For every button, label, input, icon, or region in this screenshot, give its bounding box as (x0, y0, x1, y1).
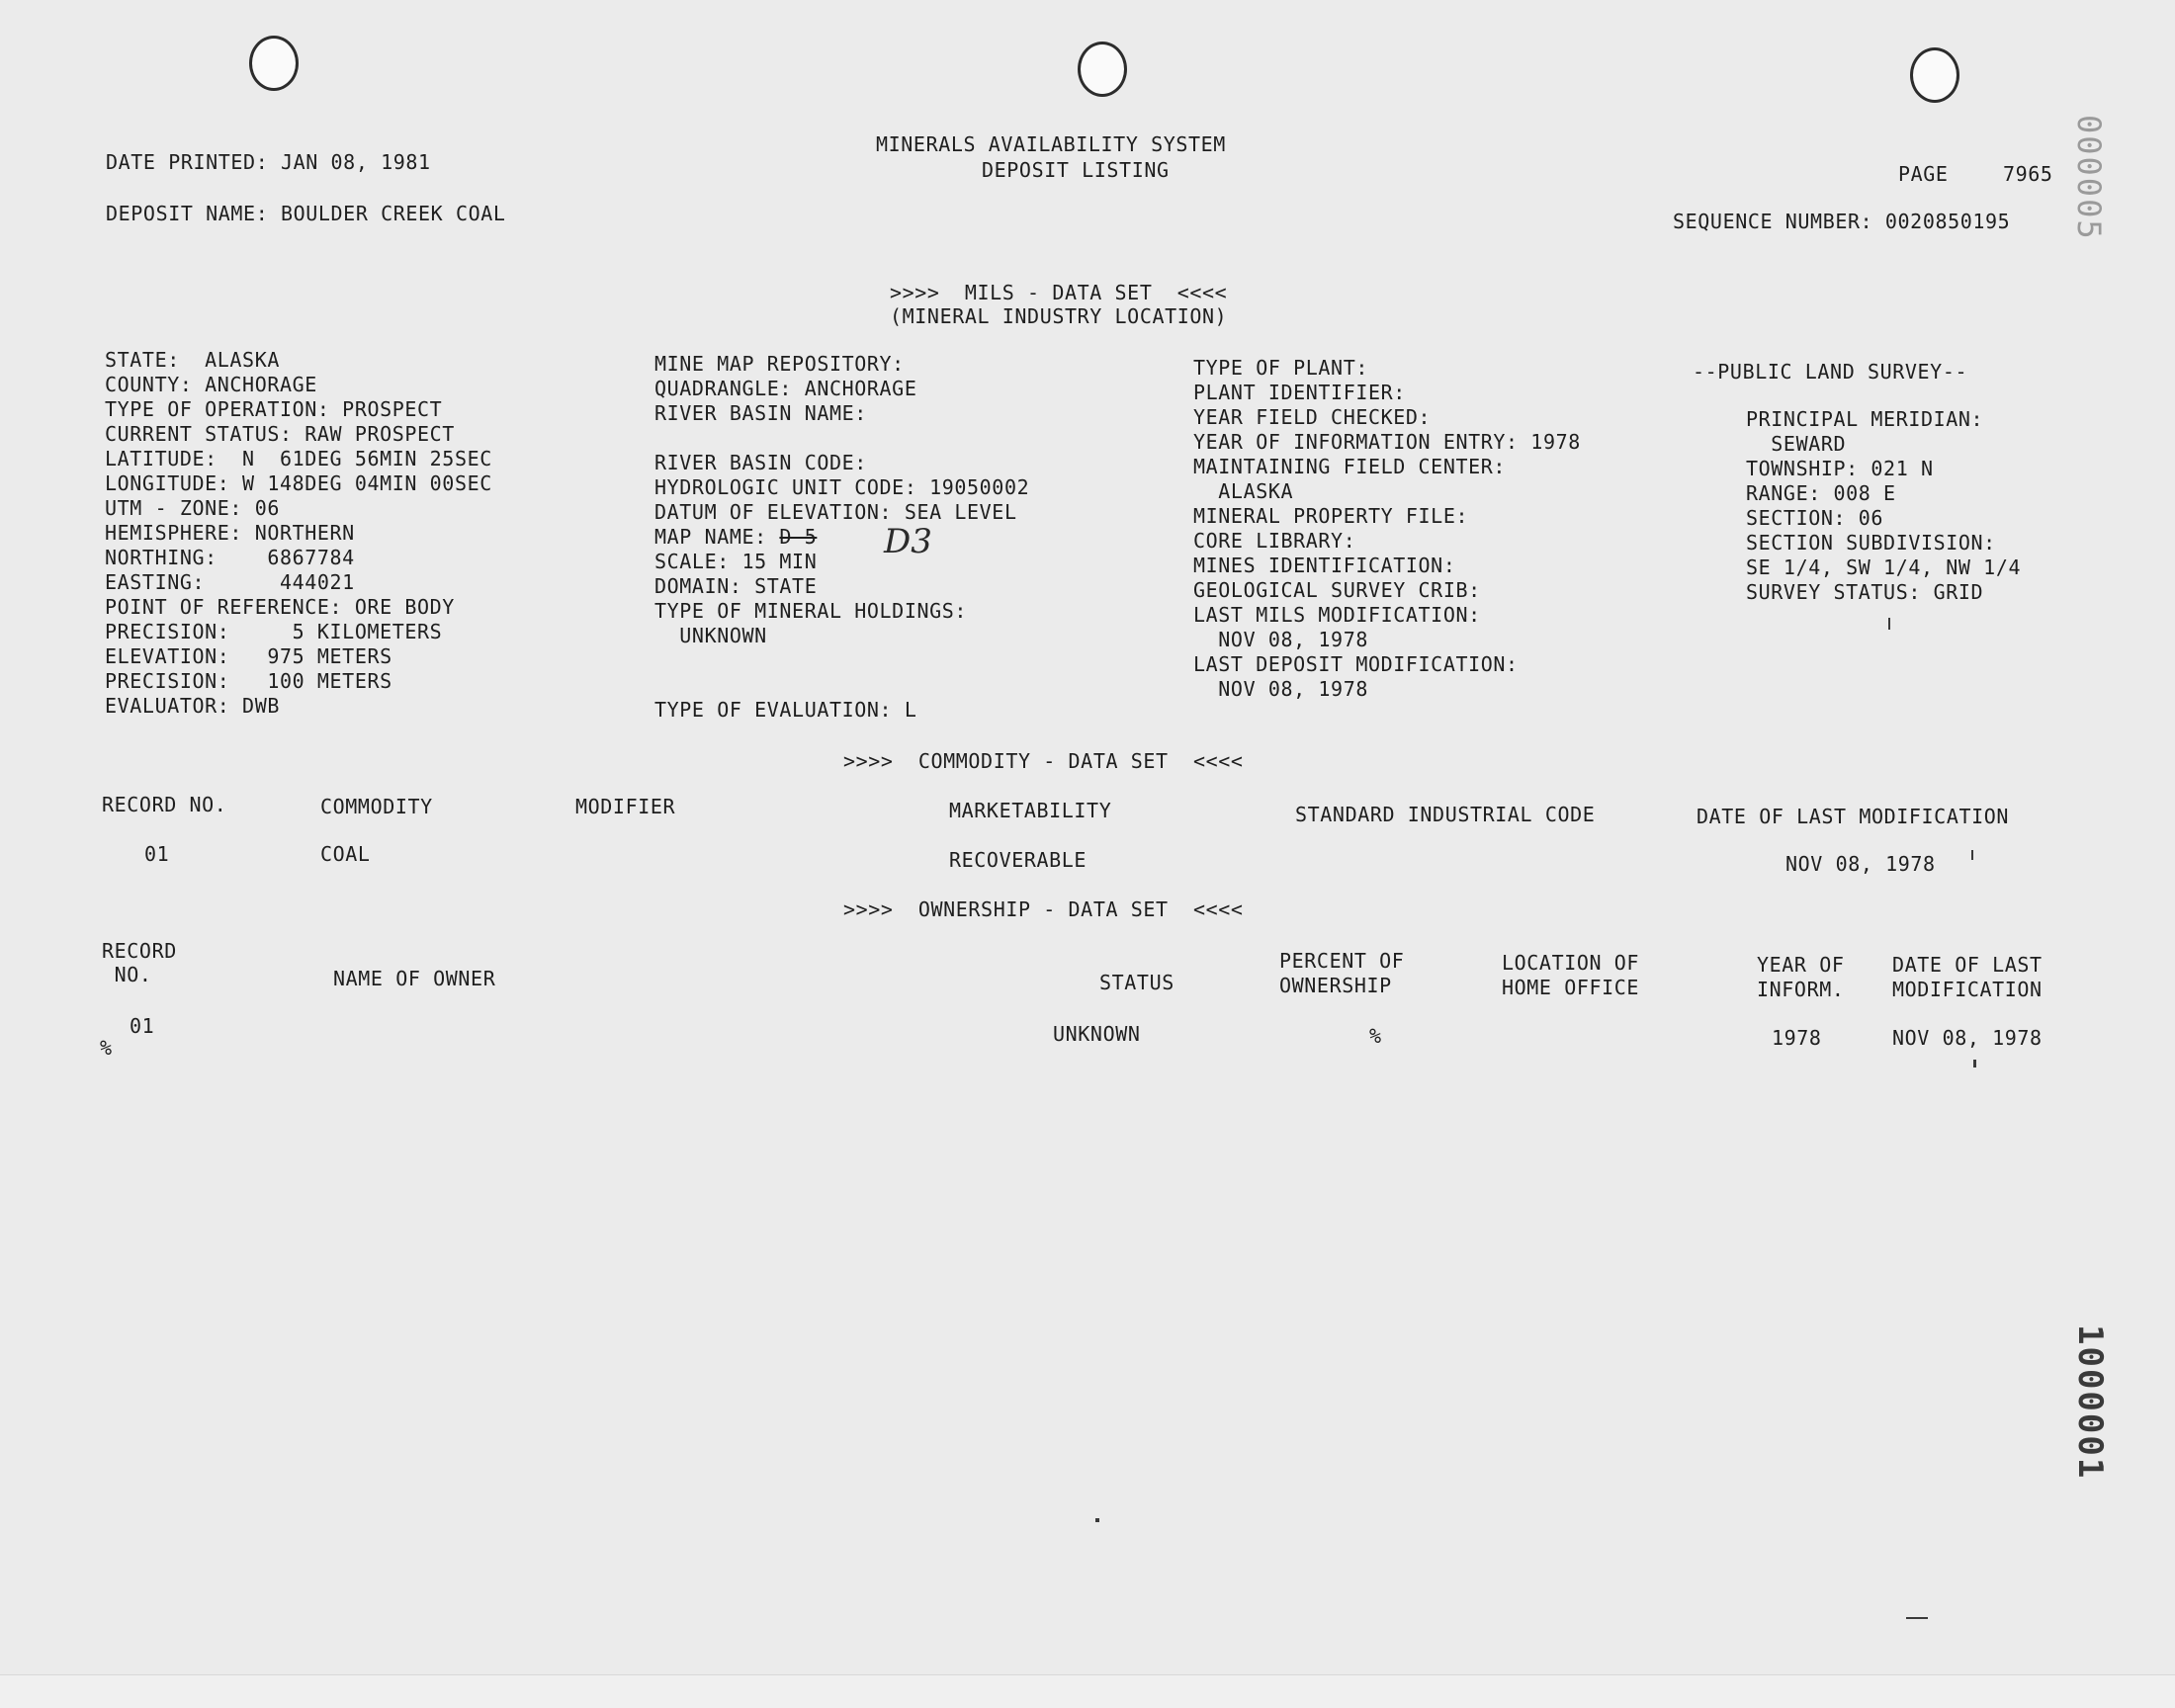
field-line: SE 1/4, SW 1/4, NW 1/4 (1746, 555, 2022, 579)
field-line: TOWNSHIP: 021 N (1746, 457, 1934, 480)
public-land-survey-heading: --PUBLIC LAND SURVEY-- (1693, 360, 1968, 384)
commodity-header-sic: STANDARD INDUSTRIAL CODE (1295, 803, 1596, 826)
field-line: TYPE OF MINERAL HOLDINGS: (654, 599, 968, 623)
commodity-heading: >>>> COMMODITY - DATA SET <<<< (843, 749, 1244, 773)
ownership-header-year-2: INFORM. (1757, 978, 1845, 1001)
field-line: HYDROLOGIC UNIT CODE: 19050002 (654, 475, 1030, 499)
field-line: GEOLOGICAL SURVEY CRIB: (1193, 578, 1481, 602)
field-line: SECTION: 06 (1746, 506, 1884, 530)
field-line: ALASKA (1193, 479, 1294, 503)
field-line: NOV 08, 1978 (1193, 628, 1368, 651)
field-line: CORE LIBRARY: (1193, 529, 1356, 553)
field-line: ELEVATION: 975 METERS (105, 644, 392, 668)
system-title: MINERALS AVAILABILITY SYSTEM (876, 132, 1226, 156)
field-line: LAST DEPOSIT MODIFICATION: (1193, 652, 1519, 676)
ownership-header-date-2: MODIFICATION (1892, 978, 2043, 1001)
scan-speck (1906, 1617, 1928, 1619)
field-line: DATUM OF ELEVATION: SEA LEVEL (654, 500, 1017, 524)
punch-hole-center (1078, 42, 1127, 97)
field-line: TYPE OF PLANT: (1193, 356, 1368, 380)
ownership-heading: >>>> OWNERSHIP - DATA SET <<<< (843, 897, 1244, 921)
punch-hole-right (1910, 47, 1959, 103)
field-line: HEMISPHERE: NORTHERN (105, 521, 355, 545)
scan-speck (1973, 1060, 1976, 1068)
field-line: TYPE OF OPERATION: PROSPECT (105, 397, 443, 421)
field-line: UTM - ZONE: 06 (105, 496, 280, 520)
field-line: SEWARD (1746, 432, 1847, 456)
ownership-header-record-1: RECORD (102, 939, 177, 963)
ownership-header-date-1: DATE OF LAST (1892, 953, 2043, 977)
commodity-row-commodity: COAL (320, 842, 371, 866)
map-name-struck: D-5 (779, 525, 818, 549)
deposit-name: DEPOSIT NAME: BOULDER CREEK COAL (106, 202, 506, 225)
field-line: EASTING: 444021 (105, 570, 355, 594)
field-line: UNKNOWN (654, 624, 767, 647)
ownership-row-status: UNKNOWN (1053, 1022, 1141, 1046)
commodity-header-record-no: RECORD NO. (102, 793, 227, 816)
field-line: YEAR FIELD CHECKED: (1193, 405, 1432, 429)
commodity-header-date-mod: DATE OF LAST MODIFICATION (1696, 805, 2010, 828)
commodity-row-record-no: 01 (144, 842, 170, 866)
plant-column (1193, 356, 1581, 702)
scan-speck (1095, 1518, 1099, 1522)
map-name-label: MAP NAME: (654, 525, 780, 549)
field-line: LONGITUDE: W 148DEG 04MIN 00SEC (105, 471, 492, 495)
scan-speck (1888, 618, 1890, 630)
sequence-number: SEQUENCE NUMBER: 0020850195 (1673, 210, 2011, 233)
handwritten-map-name: D3 (884, 522, 932, 561)
commodity-header-marketability: MARKETABILITY (949, 799, 1112, 822)
field-line: RIVER BASIN CODE: (654, 451, 867, 474)
field-line: PRECISION: 5 KILOMETERS (105, 620, 443, 643)
type-of-evaluation: TYPE OF EVALUATION: L (654, 698, 917, 722)
field-line: RIVER BASIN NAME: (654, 401, 867, 425)
field-line: EVALUATOR: DWB (105, 694, 280, 718)
ownership-row-date-mod: NOV 08, 1978 (1892, 1026, 2043, 1050)
ownership-header-location-1: LOCATION OF (1502, 951, 1640, 975)
field-line: NOV 08, 1978 (1193, 677, 1368, 701)
page-label: PAGE (1898, 162, 1949, 186)
field-line (654, 426, 1029, 451)
field-line: NORTHING: 6867784 (105, 546, 355, 569)
field-line: SURVEY STATUS: GRID (1746, 580, 1984, 604)
field-line: CURRENT STATUS: RAW PROSPECT (105, 422, 455, 446)
field-line: MINERAL PROPERTY FILE: (1193, 504, 1469, 528)
ownership-header-status: STATUS (1099, 971, 1174, 994)
ownership-header-percent-2: OWNERSHIP (1279, 974, 1392, 997)
field-line: MINES IDENTIFICATION: (1193, 554, 1456, 577)
map-name-line (654, 525, 1029, 550)
field-line: PLANT IDENTIFIER: (1193, 381, 1406, 404)
location-column (105, 348, 492, 719)
field-line: RANGE: 008 E (1746, 481, 1896, 505)
microfilm-stamp-bottom: 1000001 (2070, 1324, 2110, 1481)
ownership-header-year-1: YEAR OF (1757, 953, 1845, 977)
commodity-row-date-mod: NOV 08, 1978 (1785, 852, 1936, 876)
field-line: SECTION SUBDIVISION: (1746, 531, 1996, 555)
field-line: LATITUDE: N 61DEG 56MIN 25SEC (105, 447, 492, 470)
mils-subheading: (MINERAL INDUSTRY LOCATION) (890, 304, 1228, 328)
mils-heading: >>>> MILS - DATA SET <<<< (890, 281, 1228, 304)
commodity-row-marketability: RECOVERABLE (949, 848, 1088, 872)
punch-hole-left (249, 36, 299, 91)
ownership-row-record-mark: % (100, 1036, 113, 1060)
ownership-row-record-no: 01 (130, 1014, 155, 1038)
field-line: MAINTAINING FIELD CENTER: (1193, 455, 1507, 478)
ownership-row-percent: % (1369, 1024, 1382, 1048)
field-line: QUADRANGLE: ANCHORAGE (654, 377, 917, 400)
ownership-header-location-2: HOME OFFICE (1502, 976, 1640, 999)
page-number: 7965 (2003, 162, 2053, 186)
field-line: DOMAIN: STATE (654, 574, 818, 598)
field-line: POINT OF REFERENCE: ORE BODY (105, 595, 455, 619)
ownership-header-percent-1: PERCENT OF (1279, 949, 1405, 973)
field-line: SCALE: 15 MIN (654, 550, 818, 573)
system-subtitle: DEPOSIT LISTING (982, 158, 1170, 182)
commodity-header-commodity: COMMODITY (320, 795, 433, 818)
field-line: MINE MAP REPOSITORY: (654, 352, 905, 376)
map-column (654, 352, 1029, 648)
field-line: COUNTY: ANCHORAGE (105, 373, 317, 396)
ownership-row-year: 1978 (1772, 1026, 1822, 1050)
commodity-header-modifier: MODIFIER (575, 795, 676, 818)
public-land-survey-column (1746, 407, 2021, 605)
microfilm-stamp-top: 000005 (2070, 115, 2108, 241)
field-line: YEAR OF INFORMATION ENTRY: 1978 (1193, 430, 1581, 454)
field-line: LAST MILS MODIFICATION: (1193, 603, 1481, 627)
scan-speck (1971, 850, 1973, 860)
ownership-header-name: NAME OF OWNER (333, 967, 496, 990)
field-line: PRECISION: 100 METERS (105, 669, 392, 693)
ownership-header-record-2: NO. (102, 963, 152, 986)
field-line: PRINCIPAL MERIDIAN: (1746, 407, 1984, 431)
date-printed: DATE PRINTED: JAN 08, 1981 (106, 150, 431, 174)
field-line: STATE: ALASKA (105, 348, 280, 372)
